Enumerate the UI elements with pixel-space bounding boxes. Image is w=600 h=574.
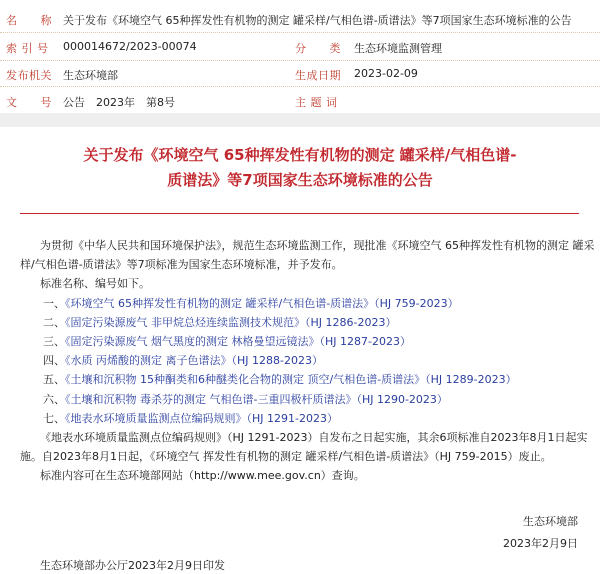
meta-row-doc-no [0, 86, 600, 114]
document-metadata-table [0, 0, 600, 113]
announcement-body [20, 236, 595, 486]
standard-item-1[interactable]: 一、《环境空气 65种挥发性有机物的测定 罐采样/气相色谱-质谱法》（HJ 759-2023） [43, 296, 459, 310]
title-underline [20, 213, 579, 214]
standard-item-6[interactable]: 六、《土壤和沉积物 毒杀芬的测定 气相色谱-三重四极杆质谱法》（HJ 1290-2023） [43, 392, 448, 406]
title-line-1: 关于发布《环境空气 65种挥发性有机物的测定 罐采样/气相色谱- [83, 146, 517, 164]
standards-list [20, 294, 580, 428]
signature-date: 2023年2月9日 [503, 537, 578, 550]
list-intro: 标准名称、编号如下。 [40, 277, 150, 291]
meta-value-doc-no: 公告 2023年 第8号 [63, 96, 175, 109]
meta-label-doc-no: 文 号 [6, 96, 52, 109]
standard-link-1[interactable]: 《环境空气 65种挥发性有机物的测定 罐采样/气相色谱-质谱法》（HJ 759-2023） [65, 296, 459, 310]
meta-value-date: 2023-02-09 [354, 67, 418, 80]
meta-value-name: 关于发布《环境空气 65种挥发性有机物的测定 罐采样/气相色谱-质谱法》等7项国家生态环境标准的公告 [63, 14, 572, 27]
meta-label-category: 分 类 [295, 42, 341, 55]
meta-label-name: 名 称 [6, 14, 52, 27]
standard-link-2[interactable]: 《固定污染源废气 非甲烷总烃连续监测技术规范》（HJ 1286-2023） [65, 315, 397, 329]
meta-label-issuer: 发布机关 [6, 69, 52, 82]
standard-link-3[interactable]: 《固定污染源废气 烟气黑度的测定 林格曼望远镜法》（HJ 1287-2023） [65, 335, 411, 349]
meta-label-date: 生成日期 [295, 69, 341, 82]
standard-item-7[interactable]: 七、《地表水环境质量监测点位编码规则》（HJ 1291-2023） [43, 411, 338, 425]
effective-date-line-1: 《地表水环境质量监测点位编码规则》（HJ 1291-2023）自发布之日起实施，其余6项标准自2023年8月1日起实 [40, 431, 588, 445]
document-title [0, 143, 600, 193]
standard-item-2[interactable]: 二、《固定污染源废气 非甲烷总烃连续监测技术规范》（HJ 1286-2023） [43, 315, 397, 329]
effective-date-line-2: 施。自2023年8月1日起，《环境空气 挥发性有机物的测定 罐采样/气相色谱-质谱法》（HJ 759-2015）废止。 [20, 450, 552, 464]
meta-row-index [0, 33, 600, 61]
title-line-2: 质谱法》等7项国家生态环境标准的公告 [167, 171, 433, 189]
intro-paragraph-line-2: 样/气相色谱-质谱法》等7项标准为国家生态环境标准，并予发布。 [20, 258, 343, 272]
standard-link-7[interactable]: 《地表水环境质量监测点位编码规则》（HJ 1291-2023） [65, 411, 338, 425]
intro-paragraph-line-1: 为贯彻《中华人民共和国环境保护法》，规范生态环境监测工作，现批准《环境空气 65种挥发性有机物的测定 罐采 [40, 239, 595, 252]
standard-link-5[interactable]: 《土壤和沉积物 15种酮类和6种醚类化合物的测定 顶空/气相色谱-质谱法》（HJ 1289-2023） [65, 373, 517, 387]
meta-label-index-no: 索 引 号 [6, 42, 49, 55]
standard-item-5[interactable]: 五、《土壤和沉积物 15种酮类和6种醚类化合物的测定 顶空/气相色谱-质谱法》（HJ 1289-2023） [43, 373, 517, 387]
standard-link-6[interactable]: 《土壤和沉积物 毒杀芬的测定 气相色谱-三重四极杆质谱法》（HJ 1290-2023） [65, 392, 448, 406]
meta-value-category: 生态环境监测管理 [354, 42, 442, 55]
meta-row-issuer [0, 59, 600, 87]
section-divider-band [0, 113, 600, 127]
signature-org: 生态环境部 [523, 515, 578, 528]
standard-item-4[interactable]: 四、《水质 丙烯酸的测定 离子色谱法》（HJ 1288-2023） [43, 354, 323, 368]
meta-value-index-no: 000014672/2023-00074 [63, 40, 197, 53]
meta-label-keywords: 主 题 词 [295, 96, 338, 109]
standard-link-4[interactable]: 《水质 丙烯酸的测定 离子色谱法》（HJ 1288-2023） [65, 354, 323, 368]
website-notice: 标准内容可在生态环境部网站（http://www.mee.gov.cn）查询。 [40, 469, 365, 483]
issuance-note: 生态环境部办公厅2023年2月9日印发 [40, 559, 225, 572]
standard-item-3[interactable]: 三、《固定污染源废气 烟气黑度的测定 林格曼望远镜法》（HJ 1287-2023） [43, 335, 411, 349]
meta-row-name [0, 3, 600, 33]
meta-value-issuer: 生态环境部 [63, 69, 118, 82]
